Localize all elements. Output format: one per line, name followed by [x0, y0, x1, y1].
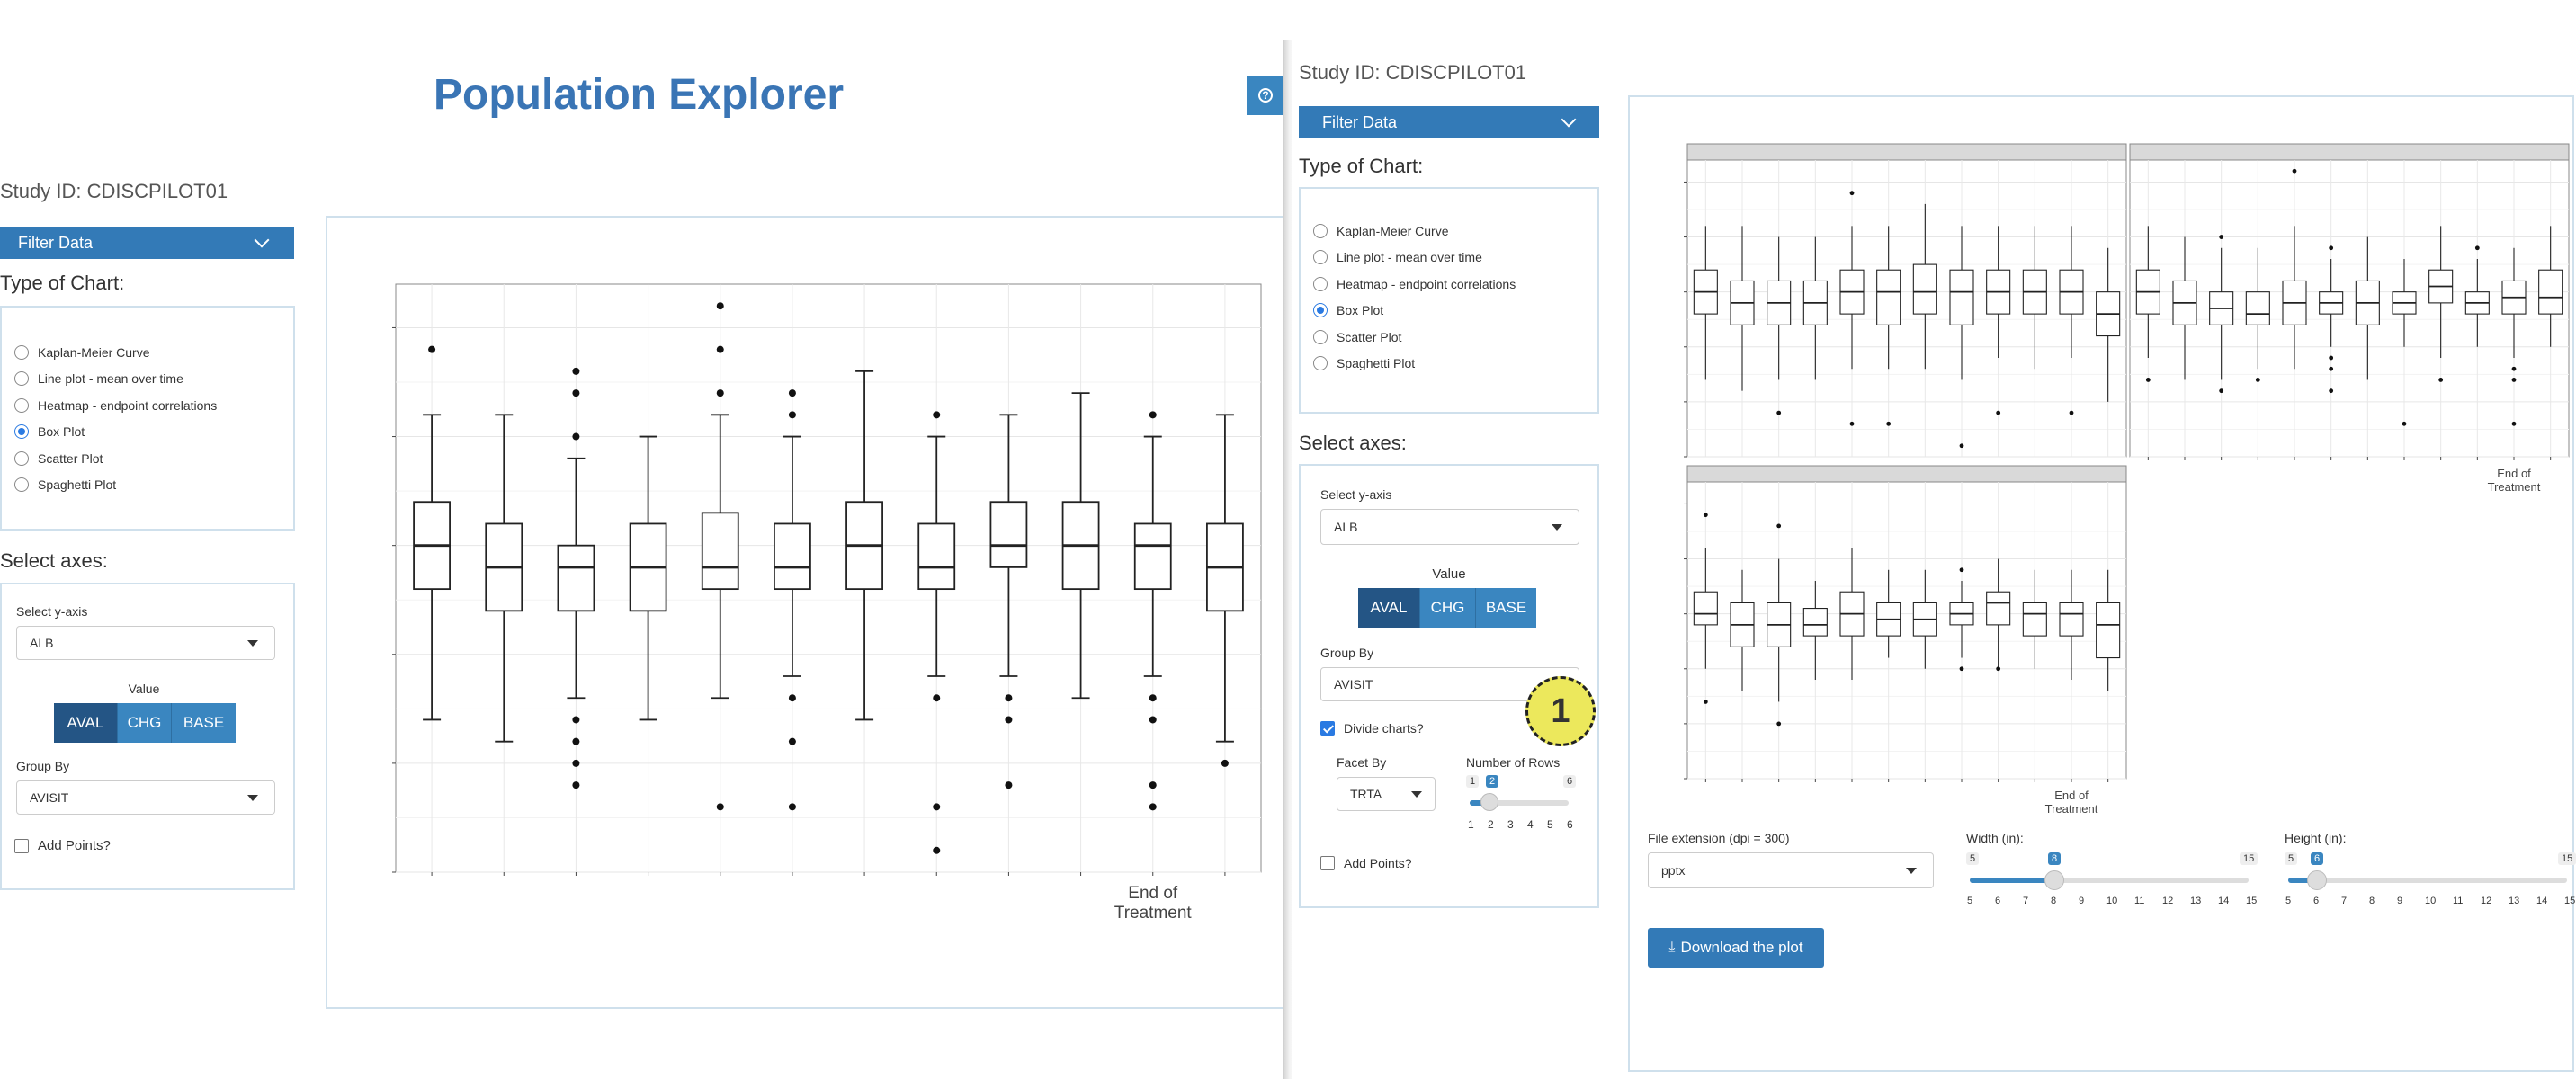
outlier-point: [789, 389, 796, 397]
box: [2539, 270, 2563, 314]
chart-type-header-right: Type of Chart:: [1299, 155, 1424, 177]
outlier-point: [933, 411, 940, 418]
height-tick-label: 13: [2509, 896, 2520, 906]
y-axis-select-right[interactable]: [1320, 509, 1579, 545]
group-by-select-left[interactable]: [16, 780, 275, 815]
chart-type-left-radio-3[interactable]: [14, 419, 217, 446]
height-min-badge: 5: [2285, 852, 2297, 865]
rows-value-badge: 2: [1486, 775, 1498, 788]
facet-strip: [2130, 144, 2569, 160]
x-tick-label-line: Treatment: [2044, 801, 2098, 816]
rows-tick-label: 6: [1567, 818, 1573, 831]
height-tick-label: 6: [2313, 896, 2320, 906]
page-title: Population Explorer: [434, 71, 845, 119]
caret-down-icon: [247, 795, 258, 801]
height-value-badge: 6: [2311, 852, 2323, 865]
radio-button[interactable]: [14, 477, 29, 492]
outlier-point: [789, 411, 796, 418]
outlier-point: [1221, 760, 1229, 767]
radio-label: Line plot - mean over time: [38, 371, 183, 387]
divide-charts-label: Divide charts?: [1344, 721, 1424, 736]
add-points-label: Add Points?: [1344, 856, 1412, 870]
outlier-point: [717, 346, 724, 353]
width-slider-fill: [1970, 878, 2053, 883]
axes-panel-left: [0, 583, 295, 890]
x-tick-label-line: Treatment: [2487, 479, 2541, 494]
file-ext-label: File extension (dpi = 300): [1648, 831, 1790, 845]
annotation-marker: 1: [1525, 676, 1596, 746]
outlier-point: [1149, 803, 1157, 810]
chg-button[interactable]: CHG: [117, 703, 171, 743]
caret-down-icon: [1411, 791, 1422, 798]
outlier-point: [1149, 781, 1157, 789]
download-icon: ⤓: [1668, 940, 1676, 955]
radio-button[interactable]: [1313, 224, 1328, 238]
radio-label: Spaghetti Plot: [1337, 356, 1416, 371]
outlier-point: [572, 368, 579, 375]
add-points-checkbox-right[interactable]: [1320, 856, 1412, 870]
outlier-point: [2256, 378, 2260, 382]
outlier-point: [1149, 716, 1157, 723]
radio-label: Scatter Plot: [1337, 329, 1402, 344]
width-tick-label: 10: [2106, 896, 2118, 906]
radio-label: Kaplan-Meier Curve: [1337, 223, 1449, 238]
box: [1694, 592, 1717, 625]
outlier-point: [2329, 245, 2333, 250]
axes-header-right: Select axes:: [1299, 432, 1407, 454]
box: [1803, 609, 1827, 637]
outlier-point: [789, 738, 796, 745]
outlier-point: [2329, 367, 2333, 371]
rows-slider-ticks: [1466, 818, 1578, 836]
x-tick-label-line: Treatment: [1114, 903, 1192, 923]
chevron-down-icon: [255, 233, 270, 248]
outlier-point: [1005, 694, 1012, 701]
box: [990, 502, 1026, 567]
caret-down-icon: [247, 640, 258, 647]
height-tick-label: 5: [2285, 896, 2292, 906]
outlier-point: [933, 694, 940, 701]
outlier-point: [1005, 716, 1012, 723]
y-axis-label-right: Select y-axis: [1320, 487, 1392, 502]
outlier-point: [1996, 411, 2000, 415]
rows-tick-label: 5: [1547, 818, 1553, 831]
outlier-point: [1776, 411, 1781, 415]
divide-charts-checkbox[interactable]: [1320, 721, 1424, 736]
download-label: Download the plot: [1680, 939, 1803, 956]
outlier-point: [1886, 422, 1891, 426]
outlier-point: [2329, 356, 2333, 361]
group-by-label-left: Group By: [16, 759, 70, 773]
width-value-badge: 8: [2048, 852, 2061, 865]
chart-type-panel-left: [0, 306, 295, 531]
file-ext-value: pptx: [1661, 863, 1686, 878]
x-tick-label: [2045, 789, 2098, 816]
group-by-value: AVISIT: [30, 790, 69, 805]
base-button[interactable]: BASE: [171, 703, 236, 743]
filter-data-label: Filter Data: [18, 233, 94, 252]
caret-down-icon: [1552, 524, 1562, 531]
x-tick-label: [1114, 884, 1193, 923]
chart-type-right-radio-4[interactable]: [1313, 324, 1516, 351]
base-button[interactable]: BASE: [1475, 588, 1536, 628]
add-points-checkbox-left[interactable]: [14, 838, 111, 853]
width-tick-label: 5: [1967, 896, 1973, 906]
box: [1135, 523, 1171, 589]
y-axis-value: ALB: [30, 636, 54, 650]
outlier-point: [1776, 721, 1781, 726]
rows-label: Number of Rows: [1466, 755, 1561, 770]
x-tick-label: [2488, 467, 2541, 494]
outlier-point: [1704, 513, 1708, 517]
chart-type-radios-left: [14, 339, 217, 498]
outlier-point: [572, 433, 579, 441]
chart-type-left-radio-0[interactable]: [14, 339, 217, 366]
question-circle-icon: ?: [1258, 88, 1273, 103]
right-screenshot: [1292, 40, 2574, 1079]
filter-data-label: Filter Data: [1322, 112, 1398, 131]
outlier-point: [933, 847, 940, 854]
aval-button[interactable]: AVAL: [1358, 588, 1419, 628]
chart-type-right-radio-5[interactable]: [1313, 351, 1516, 378]
x-tick-label-line: End of: [2497, 467, 2531, 480]
x-tick-label-line: End of: [1128, 884, 1178, 903]
height-slider[interactable]: [2285, 852, 2576, 915]
width-tick-label: 12: [2162, 896, 2174, 906]
outlier-point: [2512, 367, 2517, 371]
file-ext-select[interactable]: [1648, 852, 1934, 888]
height-tick-label: 14: [2536, 896, 2548, 906]
width-slider-handle[interactable]: [2044, 870, 2064, 890]
chart-type-header-left: Type of Chart:: [0, 272, 125, 294]
radio-button[interactable]: [14, 424, 29, 439]
rows-min-badge: 1: [1466, 775, 1479, 788]
height-tick-label: 15: [2564, 896, 2576, 906]
add-points-label: Add Points?: [38, 838, 111, 853]
width-slider[interactable]: [1966, 852, 2258, 915]
box: [2097, 602, 2120, 657]
help-button[interactable]: [1247, 76, 1284, 115]
outlier-point: [572, 716, 579, 723]
outlier-point: [572, 781, 579, 789]
value-button-group-left: [54, 703, 236, 743]
chg-button[interactable]: CHG: [1419, 588, 1475, 628]
checkbox-box[interactable]: [14, 839, 29, 853]
chart-type-right-radio-2[interactable]: [1313, 271, 1516, 298]
chart-type-left-radio-2[interactable]: [14, 392, 217, 419]
caret-down-icon: [1906, 868, 1917, 874]
outlier-point: [1850, 422, 1855, 426]
width-tick-label: 7: [2023, 896, 2029, 906]
width-tick-label: 8: [2051, 896, 2057, 906]
outlier-point: [717, 803, 724, 810]
width-max-badge: 15: [2240, 852, 2258, 865]
y-axis-value: ALB: [1334, 520, 1358, 534]
outlier-point: [2219, 235, 2223, 239]
height-slider-handle[interactable]: [2307, 870, 2327, 890]
outlier-point: [2475, 245, 2480, 250]
facet-strip: [1687, 144, 2126, 160]
boxplot-facet-chart: [1630, 97, 2572, 870]
chart-type-radios-right: [1313, 218, 1516, 377]
radio-label: Kaplan-Meier Curve: [38, 344, 150, 360]
outlier-point: [2329, 388, 2333, 393]
height-tick-label: 11: [2453, 896, 2464, 906]
radio-label: Heatmap - endpoint correlations: [38, 397, 218, 413]
width-tick-label: 14: [2218, 896, 2230, 906]
outlier-point: [1850, 191, 1855, 195]
outlier-point: [2219, 388, 2223, 393]
outlier-point: [717, 302, 724, 309]
radio-button[interactable]: [1313, 250, 1328, 264]
radio-label: Spaghetti Plot: [38, 477, 117, 493]
outlier-point: [2438, 378, 2443, 382]
rows-slider[interactable]: [1466, 775, 1578, 838]
outlier-point: [2512, 422, 2517, 426]
width-tick-label: 13: [2190, 896, 2202, 906]
height-tick-label: 8: [2369, 896, 2375, 906]
group-by-value: AVISIT: [1334, 677, 1373, 691]
checkbox-box[interactable]: [1320, 856, 1335, 870]
height-max-badge: 15: [2558, 852, 2576, 865]
outlier-point: [572, 738, 579, 745]
chart-type-right-radio-1[interactable]: [1313, 245, 1516, 272]
outlier-point: [1996, 666, 2000, 671]
y-axis-label-left: Select y-axis: [16, 604, 88, 619]
width-tick-label: 11: [2134, 896, 2145, 906]
box: [774, 523, 810, 589]
aval-button[interactable]: AVAL: [54, 703, 117, 743]
rows-tick-label: 4: [1527, 818, 1534, 831]
outlier-point: [1704, 700, 1708, 704]
width-tick-label: 9: [2079, 896, 2085, 906]
width-min-badge: 5: [1966, 852, 1979, 865]
height-tick-label: 10: [2425, 896, 2437, 906]
boxplot-chart-left: [327, 218, 1288, 1007]
box: [702, 513, 738, 589]
outlier-point: [1776, 523, 1781, 528]
radio-label: Box Plot: [38, 424, 85, 440]
chart-type-panel-right: [1299, 187, 1599, 414]
chevron-down-icon: [1561, 112, 1577, 128]
height-tick-label: 12: [2481, 896, 2492, 906]
y-axis-select-left[interactable]: [16, 626, 275, 660]
outlier-point: [1960, 666, 1964, 671]
study-id-left: Study ID: CDISCPILOT01: [0, 180, 228, 202]
radio-label: Line plot - mean over time: [1337, 250, 1482, 265]
x-tick-label-line: End of: [2054, 789, 2089, 802]
download-button[interactable]: [1648, 928, 1824, 968]
radio-label: Scatter Plot: [38, 450, 103, 466]
width-label: Width (in):: [1966, 831, 2024, 845]
height-slider-track[interactable]: [2288, 878, 2567, 883]
chart-type-right-radio-3[interactable]: [1313, 298, 1516, 325]
width-tick-label: 6: [1995, 896, 2001, 906]
width-tick-label: 15: [2246, 896, 2258, 906]
outlier-point: [2293, 169, 2297, 174]
facet-by-select[interactable]: [1337, 777, 1436, 811]
radio-button[interactable]: [14, 345, 29, 360]
plot-panel-left: [326, 216, 1290, 1009]
outlier-point: [572, 389, 579, 397]
facet-by-value: TRTA: [1350, 787, 1382, 801]
outlier-point: [572, 760, 579, 767]
radio-button[interactable]: [14, 398, 29, 413]
outlier-point: [1149, 411, 1157, 418]
box: [2060, 602, 2083, 636]
box: [1950, 270, 1973, 325]
value-label-left: Value: [128, 682, 160, 696]
outlier-point: [789, 694, 796, 701]
value-label-right: Value: [1432, 566, 1466, 582]
chart-type-left-radio-4[interactable]: [14, 445, 217, 472]
outlier-point: [717, 389, 724, 397]
plot-area: [396, 284, 1261, 872]
outlier-point: [1149, 694, 1157, 701]
radio-label: Heatmap - endpoint correlations: [1337, 276, 1516, 291]
chart-type-left-radio-1[interactable]: [14, 366, 217, 393]
radio-button[interactable]: [1313, 356, 1328, 370]
outlier-point: [2512, 378, 2517, 382]
group-by-label-right: Group By: [1320, 646, 1374, 660]
outlier-point: [2070, 411, 2074, 415]
rows-tick-label: 3: [1507, 818, 1514, 831]
box: [2023, 602, 2046, 636]
chart-type-left-radio-5[interactable]: [14, 472, 217, 499]
box: [1987, 592, 2010, 625]
outlier-point: [1960, 443, 1964, 448]
rows-max-badge: 6: [1563, 775, 1576, 788]
facet-strip: [1687, 466, 2126, 482]
radio-button[interactable]: [1313, 330, 1328, 344]
filter-data-toggle-right[interactable]: [1299, 106, 1599, 138]
box: [2246, 292, 2269, 325]
outlier-point: [2146, 378, 2151, 382]
box: [1877, 270, 1901, 325]
facet-by-label: Facet By: [1337, 755, 1387, 770]
outlier-point: [1960, 567, 1964, 572]
box: [1913, 264, 1936, 314]
box: [558, 546, 594, 611]
outlier-point: [428, 346, 435, 353]
outlier-point: [1005, 781, 1012, 789]
filter-data-toggle-left[interactable]: [0, 227, 294, 259]
outlier-point: [789, 803, 796, 810]
height-tick-label: 7: [2341, 896, 2348, 906]
radio-button[interactable]: [1313, 277, 1328, 291]
axes-header-left: Select axes:: [0, 549, 108, 572]
checkbox-box[interactable]: [1320, 721, 1335, 736]
plot-panel-right: [1628, 95, 2574, 1072]
box: [918, 523, 954, 589]
outlier-point: [2402, 422, 2407, 426]
radio-button[interactable]: [14, 371, 29, 386]
height-tick-label: 9: [2397, 896, 2403, 906]
chart-type-right-radio-0[interactable]: [1313, 218, 1516, 245]
rows-slider-handle[interactable]: [1480, 793, 1498, 811]
radio-button[interactable]: [1313, 303, 1328, 317]
rows-tick-label: 2: [1488, 818, 1494, 831]
outlier-point: [933, 803, 940, 810]
height-label: Height (in):: [2285, 831, 2347, 845]
study-id-right: Study ID: CDISCPILOT01: [1299, 61, 1527, 84]
radio-label: Box Plot: [1337, 303, 1384, 318]
rows-tick-label: 1: [1468, 818, 1474, 831]
value-button-group-right: [1358, 588, 1536, 628]
radio-button[interactable]: [14, 451, 29, 466]
